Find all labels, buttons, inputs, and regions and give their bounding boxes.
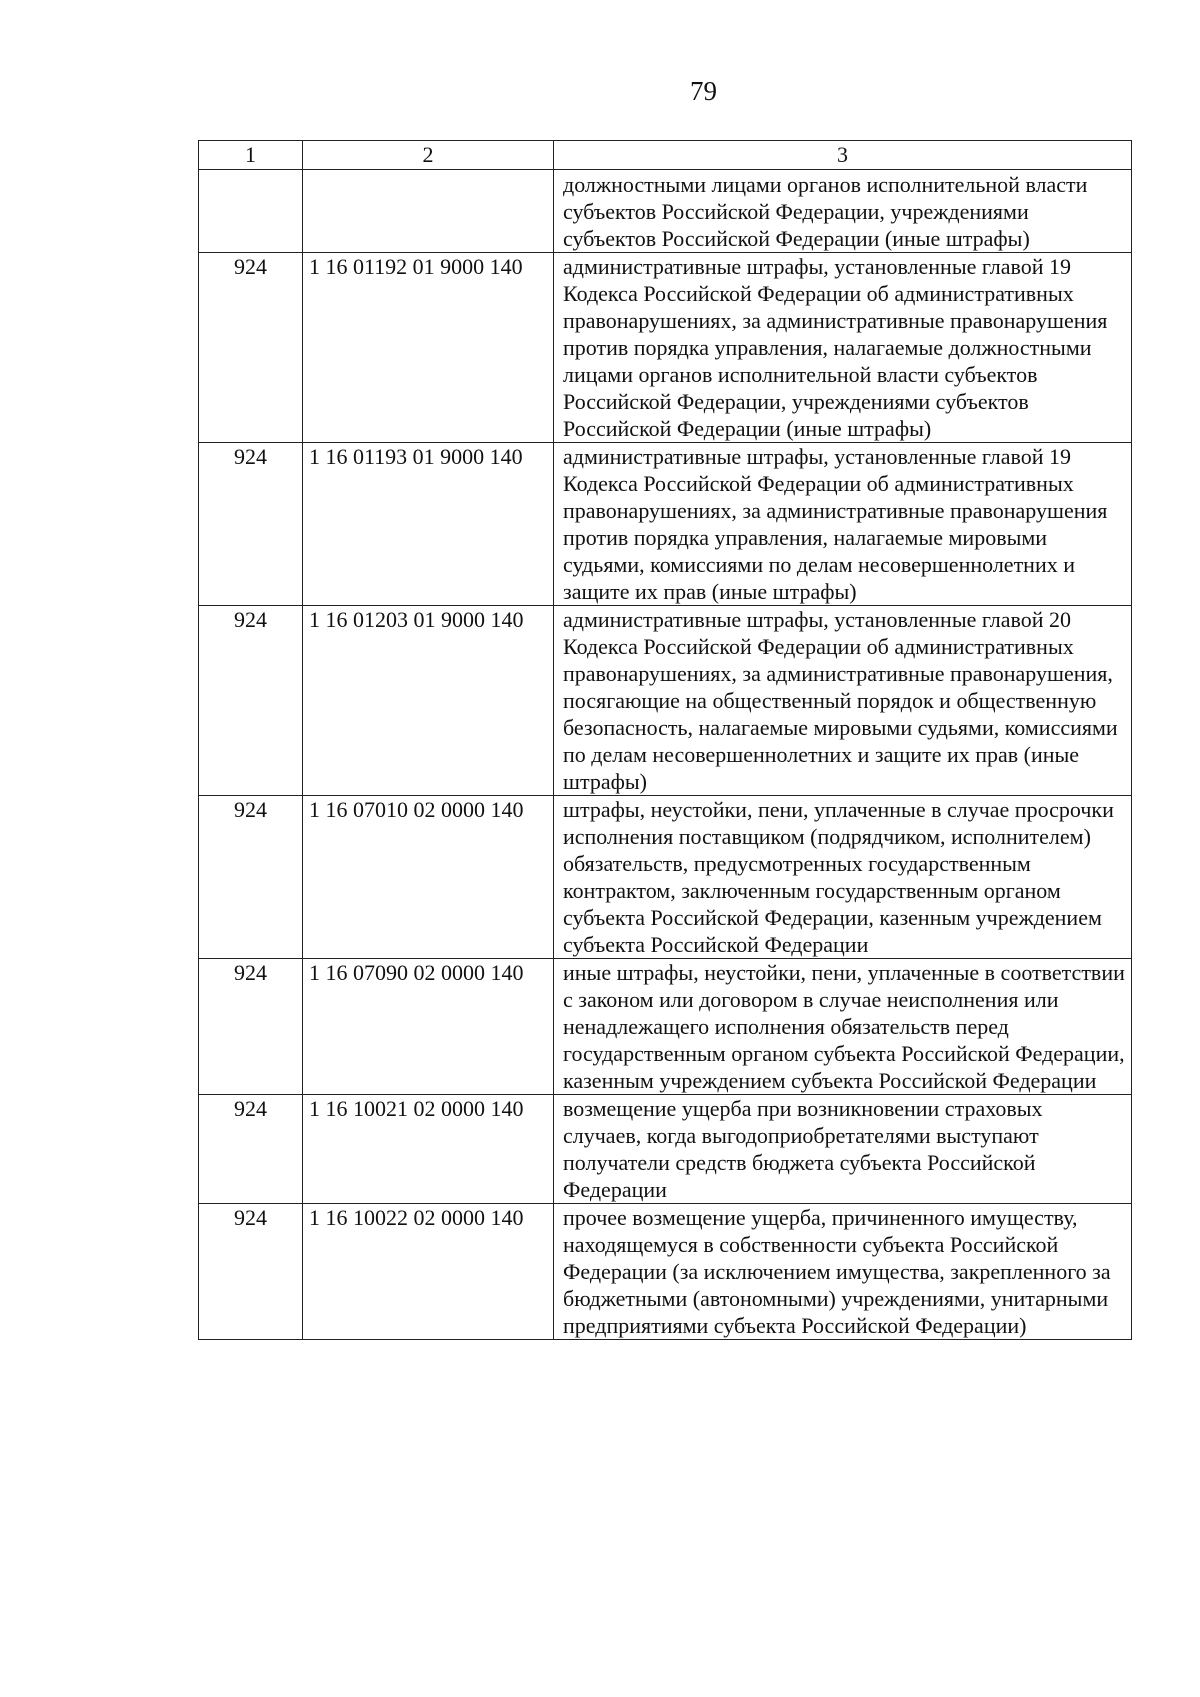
admin-code-cell — [199, 170, 303, 253]
income-code-cell: 1 16 01203 01 9000 140 — [303, 606, 554, 796]
admin-code-cell: 924 — [199, 443, 303, 606]
table-row — [199, 1204, 1132, 1340]
admin-code-cell: 924 — [199, 1095, 303, 1204]
income-code-cell: 1 16 10021 02 0000 140 — [303, 1095, 554, 1204]
page-number: 79 — [690, 76, 717, 106]
table-row — [199, 1095, 1132, 1204]
header-col-1: 1 — [199, 141, 303, 170]
income-code-cell — [303, 170, 554, 253]
table-row — [199, 959, 1132, 1095]
description-cell: прочее возмещение ущерба, причиненного имуществу, находящемуся в собственности субъекта Российской Федерации (за исключением имущества, закрепленного за бюджетными (автономными) учреждениями, унитарными предприятиями субъекта Российской Федерации) — [554, 1204, 1132, 1340]
table-row — [199, 443, 1132, 606]
description-cell: административные штрафы, установленные главой 19 Кодекса Российской Федерации об административных правонарушениях, за административные правонарушения против порядка управления, налагаемые должностными лицами органов исполнительной власти субъектов Российской Федерации, учреждениями субъектов Российской Федерации (иные штрафы) — [554, 253, 1132, 443]
table-row — [199, 606, 1132, 796]
income-code-cell: 1 16 10022 02 0000 140 — [303, 1204, 554, 1340]
admin-code-cell: 924 — [199, 253, 303, 443]
income-code-cell: 1 16 07010 02 0000 140 — [303, 796, 554, 959]
description-cell: должностными лицами органов исполнительной власти субъектов Российской Федерации, учреждениями субъектов Российской Федерации (иные штрафы) — [554, 170, 1132, 253]
table-row — [199, 253, 1132, 443]
admin-code-cell: 924 — [199, 959, 303, 1095]
header-col-2: 2 — [303, 141, 554, 170]
description-cell: иные штрафы, неустойки, пени, уплаченные в соответствии с законом или договором в случае неисполнения или ненадлежащего исполнения обязательств перед государственным органом субъекта Российской Федерации, казенным учреждением субъекта Российской Федерации — [554, 959, 1132, 1095]
admin-code-cell: 924 — [199, 796, 303, 959]
table-row — [199, 170, 1132, 253]
header-row — [199, 141, 1132, 170]
admin-code-cell: 924 — [199, 1204, 303, 1340]
budget-codes-table — [198, 140, 1132, 1340]
description-cell: административные штрафы, установленные главой 20 Кодекса Российской Федерации об административных правонарушениях, за административные правонарушения, посягающие на общественный порядок и общественную безопасность, налагаемые мировыми судьями, комиссиями по делам несовершеннолетних и защите их прав (иные штрафы) — [554, 606, 1132, 796]
description-cell: административные штрафы, установленные главой 19 Кодекса Российской Федерации об административных правонарушениях, за административные правонарушения против порядка управления, налагаемые мировыми судьями, комиссиями по делам несовершеннолетних и защите их прав (иные штрафы) — [554, 443, 1132, 606]
table-row — [199, 796, 1132, 959]
income-code-cell: 1 16 07090 02 0000 140 — [303, 959, 554, 1095]
description-cell: штрафы, неустойки, пени, уплаченные в случае просрочки исполнения поставщиком (подрядчиком, исполнителем) обязательств, предусмотренных государственным контрактом, заключенным государственным органом субъекта Российской Федерации, казенным учреждением субъекта Российской Федерации — [554, 796, 1132, 959]
income-code-cell: 1 16 01192 01 9000 140 — [303, 253, 554, 443]
header-col-3: 3 — [554, 141, 1132, 170]
income-code-cell: 1 16 01193 01 9000 140 — [303, 443, 554, 606]
description-cell: возмещение ущерба при возникновении страховых случаев, когда выгодоприобретателями выступают получатели средств бюджета субъекта Российской Федерации — [554, 1095, 1132, 1204]
admin-code-cell: 924 — [199, 606, 303, 796]
